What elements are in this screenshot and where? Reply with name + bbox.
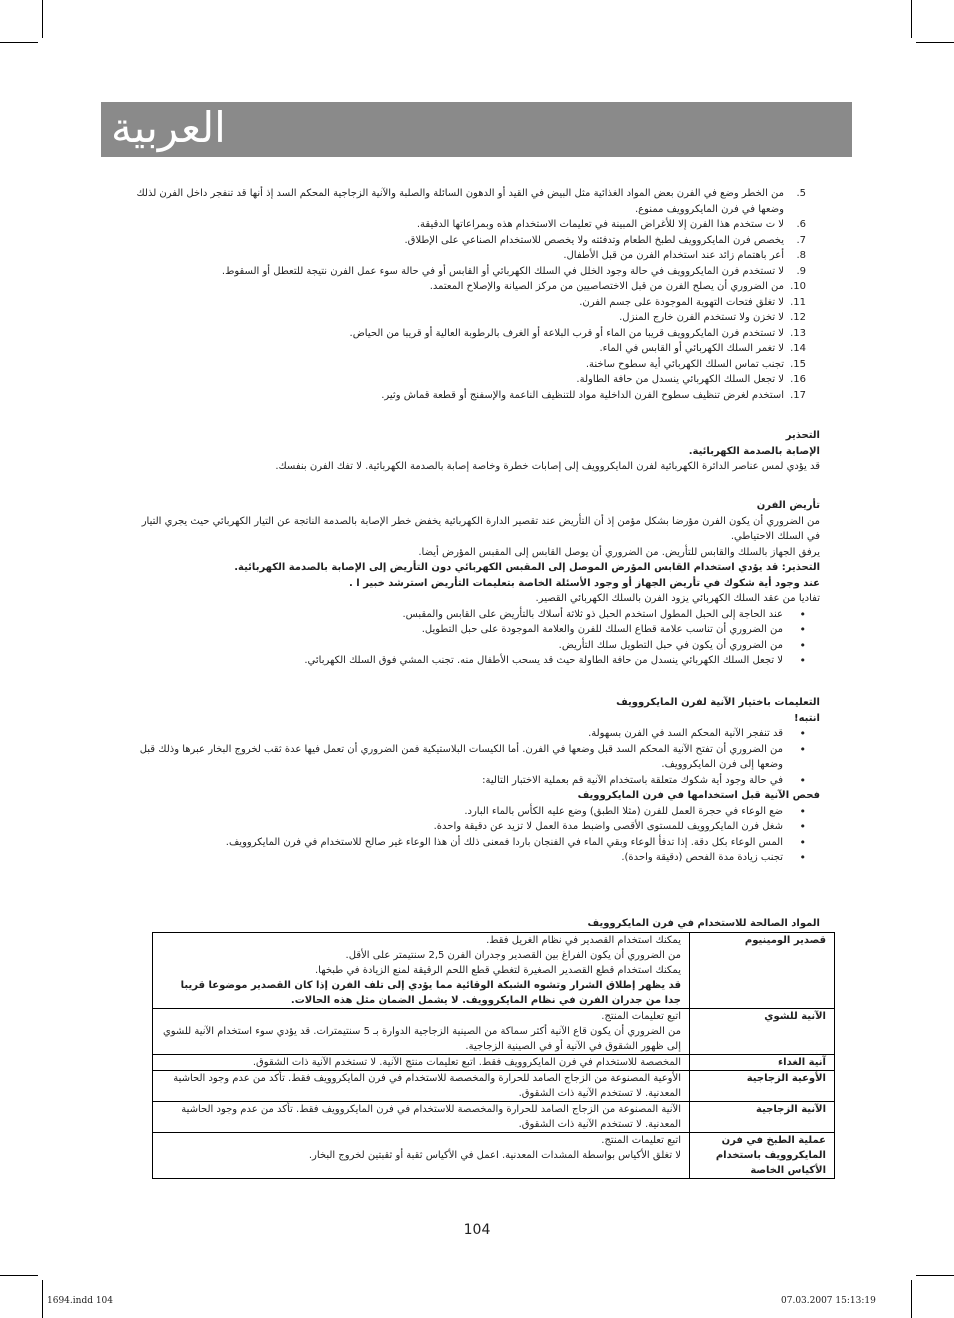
page-number: 104 xyxy=(463,1222,491,1238)
bullet-item: • في حالة وجود أية شكوك متعلقة باستخدام الآنية قم بعملية الاختبار التالية: xyxy=(128,773,828,789)
material-description xyxy=(153,1055,690,1071)
material-description xyxy=(153,1133,690,1179)
grounding-section xyxy=(128,498,828,669)
item-text: لا تغمر السلك الكهربائي أو القابس في الماء. xyxy=(599,343,784,354)
grounding-bullets xyxy=(128,607,828,669)
crop-mark xyxy=(0,1275,38,1276)
item-text: لا تخزن ولا تستخدم الفرن خارج المنزل. xyxy=(619,312,784,323)
item-number: 15. xyxy=(790,358,806,370)
item-number: 11. xyxy=(790,296,806,308)
numbered-item xyxy=(128,372,828,388)
description-line: الآنية المصنوعة من الزجاج الصامد للحرارة والمخصصة للاستخدام في فرن المايكروويف فقط. تأكد من عدم وجود الحاشية المعدنية. لا تستخدم الآنية ذات الشقوق. xyxy=(181,1104,681,1130)
table-row xyxy=(153,1133,835,1179)
item-number: 10. xyxy=(790,281,806,292)
numbered-item xyxy=(128,217,828,233)
description-line: من الضروري أن يكون الفراغ بين القصدير وجدران الفرن 2,5 سنتيمتر على الأقل. xyxy=(345,950,681,961)
crop-mark xyxy=(42,1280,43,1318)
material-description xyxy=(153,933,690,1009)
item-text: استخدم لغرض تنظيف سطوح الفرن الداخلية مواد للتنظيف الناعمة والإسفنج أو قطعة قماش وثير. xyxy=(381,389,784,401)
bullet-item: • المس الوعاء بكل دقة. إذا تدفأ الوعاء وبقي الماء في الفنجان باردا فمعنى ذلك أن هذا الوعاء غير صالح للاستخدام في فرن المايكروويف. xyxy=(128,835,828,851)
crop-mark xyxy=(42,0,43,38)
item-text: لا ت ستخدم هذا الفرن إلا للأغراض المبينة في تعليمات الاستخدام هذه وبمراعاتها الدقيقة. xyxy=(416,219,784,230)
crop-mark xyxy=(916,1275,954,1276)
numbered-item xyxy=(128,295,828,311)
warning-text: قد يؤدي لمس عناصر الدائرة الكهربائية لفرن المايكروويف إلى إصابات خطرة وخاصة إصابة بالصدمة الكهربائية. لا تفك الفرن بنفسك. xyxy=(275,461,820,472)
item-text: لا تغلق فتحات التهوية الموجودة على جسم الفرن. xyxy=(579,296,784,308)
bullet-item: • قد تنفجر الآنية المحكم السد في الفرن بسهولة. xyxy=(128,726,828,742)
cookware-section xyxy=(128,695,828,866)
bullet-item: • من الضروري أن يكون في حبل التطويل سلك التأريض. xyxy=(128,638,828,654)
grounding-paragraph: يرفق الجهاز بالسلك والقابس للتأريض. من الضروري أن يوصل القابس إلى المقبس المؤرض أيضا. xyxy=(418,546,820,558)
description-line: لا تغلق الأكياس بواسطة المشدات المعدنية. اعمل في الأكياس ثقبة أو ثقبتين لخروج البخار. xyxy=(308,1150,681,1161)
item-text: يخصص فرن المايكروويف لطبخ الطعام وتدفئته ولا يخصص للاستخدام الصناعي على الإطلاق. xyxy=(404,234,784,246)
item-number: 13. xyxy=(790,327,806,339)
grounding-caution: عند وجود أية شكوك في تأريض الجهاز أو وجود الأسئلة الخاصة بتعليمات التأريض استرشد خبير ا . xyxy=(349,577,820,589)
grounding-paragraph: من الضروري أن يكون الفرن مؤرضا بشكل مؤمن إذ أن التأريض عند تقصير الدارة الكهربائية يخفض خطر الإصابة بالصدمة الناتجة عن التيار الكهربائي حيث يجري التيار في السلك الاحتياطي. xyxy=(141,515,820,542)
item-number: 12. xyxy=(790,312,806,323)
numbered-item xyxy=(128,233,828,249)
grounding-heading: تأريض الفرن xyxy=(756,500,820,511)
bullet-item: • ضع الوعاء في حجرة العمل للفرن (مثلا الطبق) وضع عليه الكأس بالماء البارد. xyxy=(128,804,828,820)
item-number: 14. xyxy=(790,343,806,354)
numbered-item xyxy=(128,341,828,357)
material-description xyxy=(153,1071,690,1102)
warning-section xyxy=(128,428,828,475)
bullet-item: • عند الحاجة إلى الحبل المطول استخدم الحبل ذو ثلاثة أسلاك بالتأريض على القابس والمقبس. xyxy=(128,607,828,623)
warning-subheading: الإصابة بالصدمة الكهربائية. xyxy=(688,445,820,457)
description-line: اتبع تعليمات المنتج. xyxy=(601,1135,681,1146)
bullet-item: • تجنب زيادة مدة الفحص (دقيقة واحدة). xyxy=(128,850,828,866)
crop-mark xyxy=(911,0,912,38)
material-name: الأوعية الزجاجية xyxy=(690,1071,835,1102)
numbered-item xyxy=(128,357,828,373)
item-number: 8. xyxy=(796,250,806,261)
bullet-item: • شغل فرن المايكروويف للمستوى الأقصى واضبط مدة العمل لا تزيد عن دقيقة واحدة. xyxy=(128,819,828,835)
materials-table xyxy=(152,932,835,1179)
item-number: 16. xyxy=(790,374,806,385)
material-name: الآنية الزجاجية xyxy=(690,1102,835,1133)
description-line: المخصصة للاستخدام في فرن المايكروويف فقط. اتبع تعليمات منتج الآنية. لا تستخدم الآنية ذات الشقوق. xyxy=(252,1057,681,1068)
test-bullets xyxy=(128,804,828,866)
numbered-item xyxy=(128,279,828,295)
item-text: أعر باهتمام زائد عند استخدام الفرن من قبل الأطفال. xyxy=(563,250,784,261)
item-number: 6. xyxy=(796,219,806,230)
language-banner xyxy=(101,102,852,157)
cookware-heading: التعليمات باختيار الآنية لفرن المايكروويف xyxy=(616,697,820,708)
item-text: لا تستخدم فرن المايكروويف قريبا من الماء أو قرب البلاعة أو الغرف بالرطوبة العالية أو قريبا من الحياض. xyxy=(349,327,784,339)
table-row xyxy=(153,1102,835,1133)
material-name: آنية الغداء xyxy=(690,1055,835,1071)
table-row xyxy=(153,1071,835,1102)
item-number: 17. xyxy=(790,389,806,401)
table-row xyxy=(153,933,835,1009)
item-text: لا تستخدم فرن المايكروويف في حالة وجود الخلل في السلك الكهربائي أو القابس أو في حالة سوء عمل الفرن نتيجة للتعطل أو السقوط. xyxy=(221,265,784,277)
warning-heading: التحذير xyxy=(785,430,820,441)
item-text: تجنب تماس السلك الكهربائي أية سطوح ساخنة. xyxy=(585,358,784,370)
item-text: من الضروري أن يصلح الفرن من قبل الاختصاصيين من مركز الصيانة والإصلاح المعتمد. xyxy=(429,281,784,292)
numbered-item xyxy=(128,310,828,326)
table-row xyxy=(153,1009,835,1055)
file-slug: 1694.indd 104 xyxy=(47,1296,114,1306)
item-text: لا تجعل السلك الكهربائي ينسدل من حافة الطاولة. xyxy=(576,374,784,385)
bullet-item: • من الضروري أن تناسب علامة قطاع السلك للفرن والعلامة الموجودة على حبل التطويل. xyxy=(128,622,828,638)
numbered-item xyxy=(128,264,828,280)
materials-section xyxy=(128,916,828,932)
item-number: 9. xyxy=(796,265,806,277)
description-line: يمكنك استخدام القصدير في نظام الغريل فقط. xyxy=(486,935,681,946)
page-title: العربية xyxy=(111,103,226,152)
numbered-list xyxy=(128,186,828,403)
material-description xyxy=(153,1009,690,1055)
grounding-caution: التحذير: قد يؤدي استخدام القابس المؤرض الموصل إلى المقبس الكهربائي دون التأريض إلى الإصابة بالصدمة الكهربائية. xyxy=(234,562,820,573)
item-number: 7. xyxy=(796,234,806,246)
description-line: اتبع تعليمات المنتج. xyxy=(601,1011,681,1022)
numbered-item xyxy=(128,388,828,404)
numbered-item xyxy=(128,326,828,342)
item-text: من الخطر وضع في الفرن بعض المواد الغذائية مثل البيض في القيد أو الدهون السائلة والصلبة والآنية الزجاجية المحكم السد إذ أنها قد تنفجر داخل الفرن لذلك وضعها في فرن المايكروويف ممنوع. xyxy=(136,188,784,215)
crop-mark xyxy=(0,42,38,43)
description-line: من الضروري أن يكون قاع الآنية أكثر سماكة من الصينية الزجاجية الدوارة بـ 5 سنتيمترات. قد يؤدي سوء استخدام الآنية للشوي إلى ظهور الشقوق في الآنية أو في الصينية الزجاجية. xyxy=(162,1026,681,1052)
grounding-paragraph: تفاديا من عقد السلك الكهربائي يزود الفرن بالسلك الكهربائي القصير. xyxy=(535,593,820,604)
material-description xyxy=(153,1102,690,1133)
bullet-item: • لا تجعل السلك الكهربائي ينسدل من حافة الطاولة حيث قد يسحب الأطفال منه. تجنب المشي فوق السلك الكهربائي. xyxy=(128,653,828,669)
material-name: الآنية للشوي xyxy=(690,1009,835,1055)
numbered-item xyxy=(128,186,828,217)
test-heading: فحص الآنية قبل استخدامها في فرن المايكروويف xyxy=(577,790,820,801)
description-line: يمكنك استخدام قطع القصدير الصغيرة لتغطي قطع اللحم الرقيقة لمنع الزيادة في طبخها. xyxy=(315,965,681,976)
table-row xyxy=(153,1055,835,1071)
cookware-bullets xyxy=(128,726,828,788)
item-number: 5. xyxy=(796,188,806,199)
bullet-item: • من الضروري أن تفتح الآنية المحكم السد قبل وضعها في الفرن. أما الكيسات البلاستيكية فمن الضروري أن تعمل فيها عدة ثقب لخروج البخار عبرها وذلك قبل وضعها إلى فرن المايكروويف. xyxy=(128,742,828,773)
date-slug: 07.03.2007 15:13:19 xyxy=(781,1296,876,1306)
material-name: قصدير الومينيوم xyxy=(690,933,835,1009)
material-name: عملية الطبخ في فرن المايكروويف باستخدام الأكياس الخاصة xyxy=(690,1133,835,1179)
crop-mark xyxy=(911,1280,912,1318)
attention-label: انتبه! xyxy=(794,712,820,724)
materials-heading: المواد الصالحة للاستخدام في فرن المايكروويف xyxy=(587,918,820,929)
crop-mark xyxy=(916,42,954,43)
description-line: الأوعية المصنوعة من الزجاج الصامد للحرارة والمخصصة للاستخدام في فرن المايكروويف فقط. تأكد من عدم وجود الحاشية المعدنية. لا تستخدم الآنية ذات الشقوق. xyxy=(173,1073,681,1099)
safety-list-section xyxy=(128,186,828,403)
description-line: قد يظهر إطلاق الشرار وتشوه الشبكة الوقائية مما يؤدي إلى تلف الفرن إذا كان القصدير موضوعا قريبا جدا من جدران الفرن في نظام المايكروويف. لا يشمل الضمان مثل هذه الحالات. xyxy=(180,980,681,1006)
numbered-item xyxy=(128,248,828,264)
